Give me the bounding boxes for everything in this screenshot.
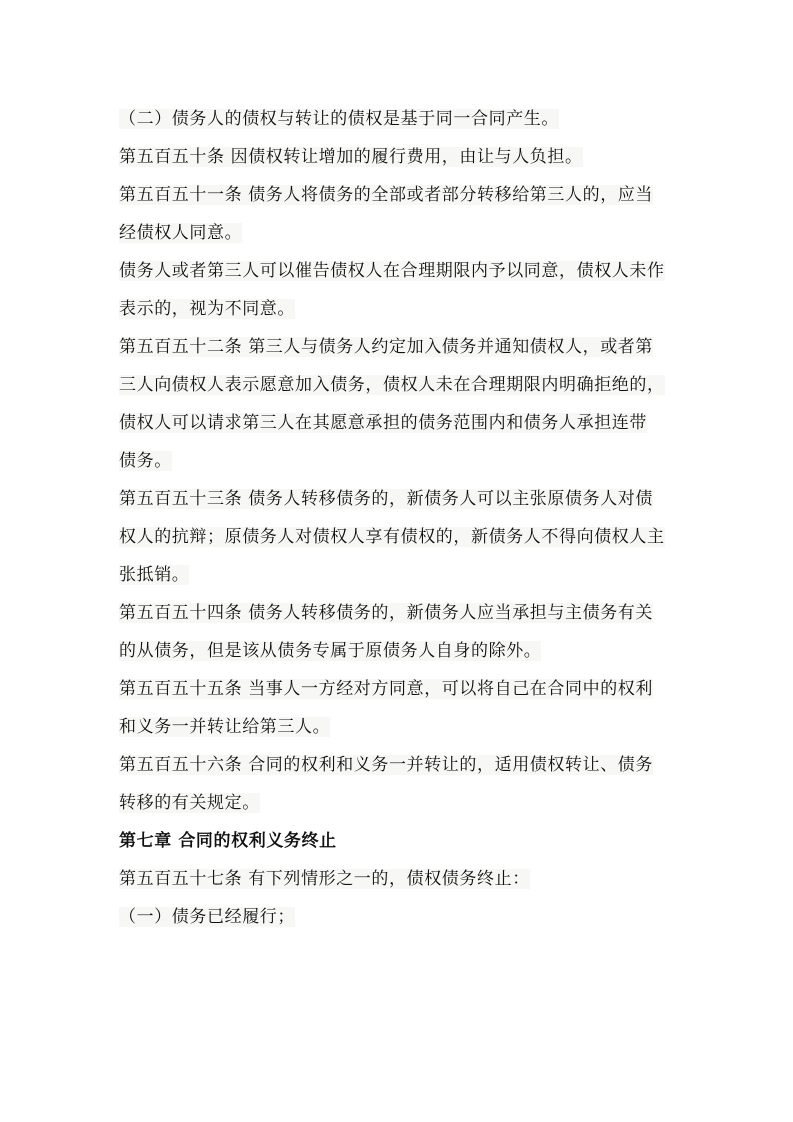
document-body (119, 100, 679, 936)
article-553 (119, 480, 679, 594)
text-line: 第五百五十四条 债务人转移债务的，新债务人应当承担与主债务有关 (119, 603, 654, 623)
text-line: 的从债务，但是该从债务专属于原债务人自身的除外。 (119, 641, 542, 661)
article-550 (119, 138, 679, 176)
text-line: 第五百五十五条 当事人一方经对方同意，可以将自己在合同中的权利 (119, 679, 654, 699)
article-551 (119, 176, 679, 252)
article-555 (119, 670, 679, 746)
text-line: 第五百五十三条 债务人转移债务的，新债务人可以主张原债务人对债 (119, 489, 654, 509)
text-line: 转移的有关规定。 (119, 793, 260, 813)
text-line: 第五百五十二条 第三人与债务人约定加入债务并通知债权人，或者第 (119, 337, 654, 357)
text-line: 表示的，视为不同意。 (119, 299, 295, 319)
text-line: 和义务一并转让给第三人。 (119, 717, 331, 737)
text-line: （一）债务已经履行； (119, 907, 295, 927)
text-line: 三人向债权人表示愿意加入债务，债权人未在合理期限内明确拒绝的， (119, 375, 665, 395)
text-line: 经债权人同意。 (119, 223, 243, 243)
chapter-heading: 第七章 合同的权利义务终止 (119, 831, 337, 851)
text-line: 第五百五十条 因债权转让增加的履行费用，由让与人负担。 (119, 147, 583, 167)
article-556 (119, 746, 679, 822)
article-551-clause-2 (119, 252, 679, 328)
paragraph-debt-same-contract (119, 100, 679, 138)
text-line: 债权人可以请求第三人在其愿意承担的债务范围内和债务人承担连带 (119, 413, 647, 433)
text-line: （二）债务人的债权与转让的债权是基于同一合同产生。 (119, 109, 559, 129)
text-line: 第五百五十六条 合同的权利和义务一并转让的，适用债权转让、债务 (119, 755, 654, 775)
text-line: 第五百五十一条 债务人将债务的全部或者部分转移给第三人的，应当 (119, 185, 654, 205)
text-line: 债务。 (119, 451, 172, 471)
text-line: 张抵销。 (119, 565, 190, 585)
article-552 (119, 328, 679, 480)
text-line: 第五百五十七条 有下列情形之一的，债权债务终止： (119, 869, 530, 889)
text-line: 权人的抗辩；原债务人对债权人享有债权的，新债务人不得向债权人主 (119, 527, 665, 547)
article-554 (119, 594, 679, 670)
article-557-item-1 (119, 898, 679, 936)
text-line: 债务人或者第三人可以催告债权人在合理期限内予以同意，债权人未作 (119, 261, 665, 281)
article-557 (119, 860, 679, 898)
